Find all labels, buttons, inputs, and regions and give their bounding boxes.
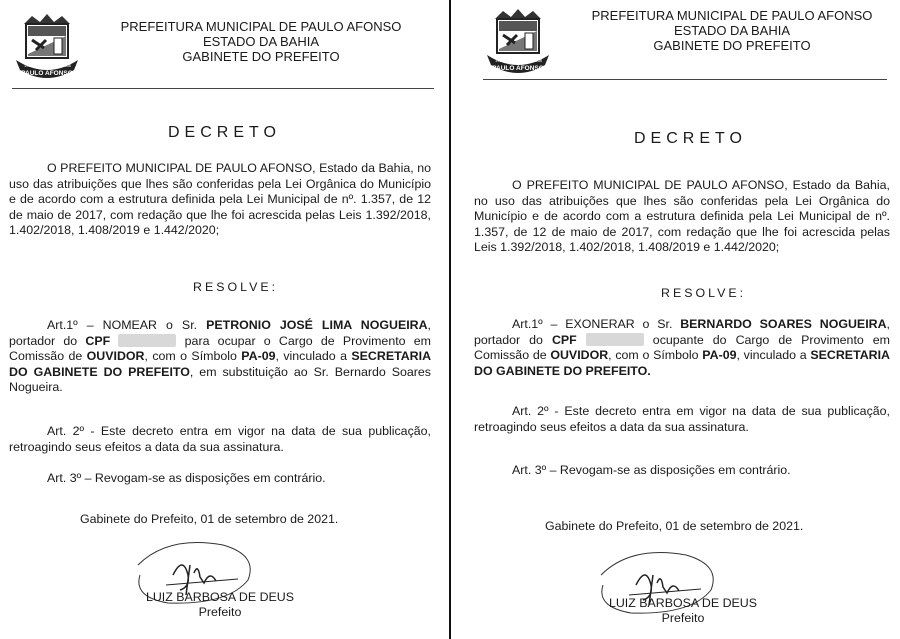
document-header <box>96 19 426 64</box>
signatory <box>593 596 773 626</box>
header-state: ESTADO DA BAHIA <box>202 34 320 49</box>
article-2: Art. 2º - Este decreto entra em vigor na data de sua publicação, retroagindo seus efeitos a data da sua assinatura. <box>474 404 890 434</box>
decree-page-exoneration <box>453 0 900 639</box>
signatory-role: Prefeito <box>198 605 242 619</box>
signing-date: Gabinete do Prefeito, 01 de setembro de 2021. <box>545 519 804 533</box>
header-divider <box>483 79 887 80</box>
appointee-name: PETRONIO JOSÉ LIMA NOGUEIRA <box>206 318 428 332</box>
header-state: ESTADO DA BAHIA <box>673 23 791 38</box>
svg-text:1958: 1958 <box>62 63 71 68</box>
municipal-crest-icon <box>483 5 553 75</box>
svg-text:1958: 1958 <box>533 58 542 63</box>
resolve-heading: RESOLVE: <box>661 286 747 300</box>
article-3: Art. 3º – Revogam-se as disposições em contrário. <box>512 463 791 477</box>
redacted-cpf <box>586 333 644 346</box>
header-municipality: PREFEITURA MUNICIPAL DE PAULO AFONSO <box>591 8 873 23</box>
resolve-heading: RESOLVE: <box>193 280 279 294</box>
signatory <box>130 590 310 620</box>
svg-text:1958: 1958 <box>24 63 33 68</box>
article-3: Art. 3º – Revogam-se as disposições em contrário. <box>47 471 326 485</box>
decree-page-nomination <box>0 0 446 639</box>
signatory-name: LUIZ BARBOSA DE DEUS <box>145 590 295 604</box>
signatory-role: Prefeito <box>661 611 705 625</box>
decree-title: DECRETO <box>168 124 281 141</box>
signing-date: Gabinete do Prefeito, 01 de setembro de 2021. <box>80 512 339 526</box>
svg-text:1958: 1958 <box>495 58 504 63</box>
svg-text:PAULO AFONSO: PAULO AFONSO <box>492 65 544 72</box>
header-municipality: PREFEITURA MUNICIPAL DE PAULO AFONSO <box>120 19 402 34</box>
page-divider <box>449 0 451 639</box>
redacted-cpf <box>118 334 176 347</box>
municipal-crest-icon <box>12 10 82 80</box>
decree-title: DECRETO <box>634 130 747 147</box>
preamble: O PREFEITO MUNICIPAL DE PAULO AFONSO, Estado da Bahia, no uso das atribuições que lhes são conferidas pela Lei Orgânica do Município e de acordo com a estrutura definida pela Lei Municipal de nº. 1.357, de 12 de maio de 2017, com redação que lhe foi acrescida pelas Leis 1.392/2018, 1.402/2018, 1.408/2019 e 1.442/2020; <box>474 178 890 255</box>
article-1: Art.1º – EXONERAR o Sr. BERNARDO SOARES NOGUEIRA, portador do CPF ocupante do Cargo de Provimento em Comissão de OUVIDOR, com o Símbolo PA-09, vinculado a SECRETARIA DO GABINETE DO PREFEITO. <box>474 317 891 378</box>
header-office: GABINETE DO PREFEITO <box>653 38 811 53</box>
document-header <box>567 8 897 53</box>
signatory-name: LUIZ BARBOSA DE DEUS <box>608 596 758 610</box>
header-office: GABINETE DO PREFEITO <box>182 49 340 64</box>
preamble: O PREFEITO MUNICIPAL DE PAULO AFONSO, Estado da Bahia, no uso das atribuições que lhes são conferidas pela Lei Orgânica do Município e de acordo com a estrutura definida pela Lei Municipal de nº. 1.357, de 12 de maio de 2017, com redação que lhe foi acrescida pelas Leis 1.392/2018, 1.402/2018, 1.408/2019 e 1.442/2020; <box>9 161 431 238</box>
dismissed-name: BERNARDO SOARES NOGUEIRA <box>680 317 887 331</box>
article-2: Art. 2º - Este decreto entra em vigor na data de sua publicação, retroagindo seus efeitos a data da sua assinatura. <box>9 424 431 454</box>
article-1: Art.1º – NOMEAR o Sr. PETRONIO JOSÉ LIMA NOGUEIRA, portador do CPF para ocupar o Cargo de Provimento em Comissão de OUVIDOR, com o Símbolo PA-09, vinculado a SECRETARIA DO GABINETE DO PREFEITO, em substituição ao Sr. Bernardo Soares Nogueira. <box>9 318 432 395</box>
svg-text:PAULO AFONSO: PAULO AFONSO <box>21 70 73 77</box>
header-divider <box>12 88 434 89</box>
